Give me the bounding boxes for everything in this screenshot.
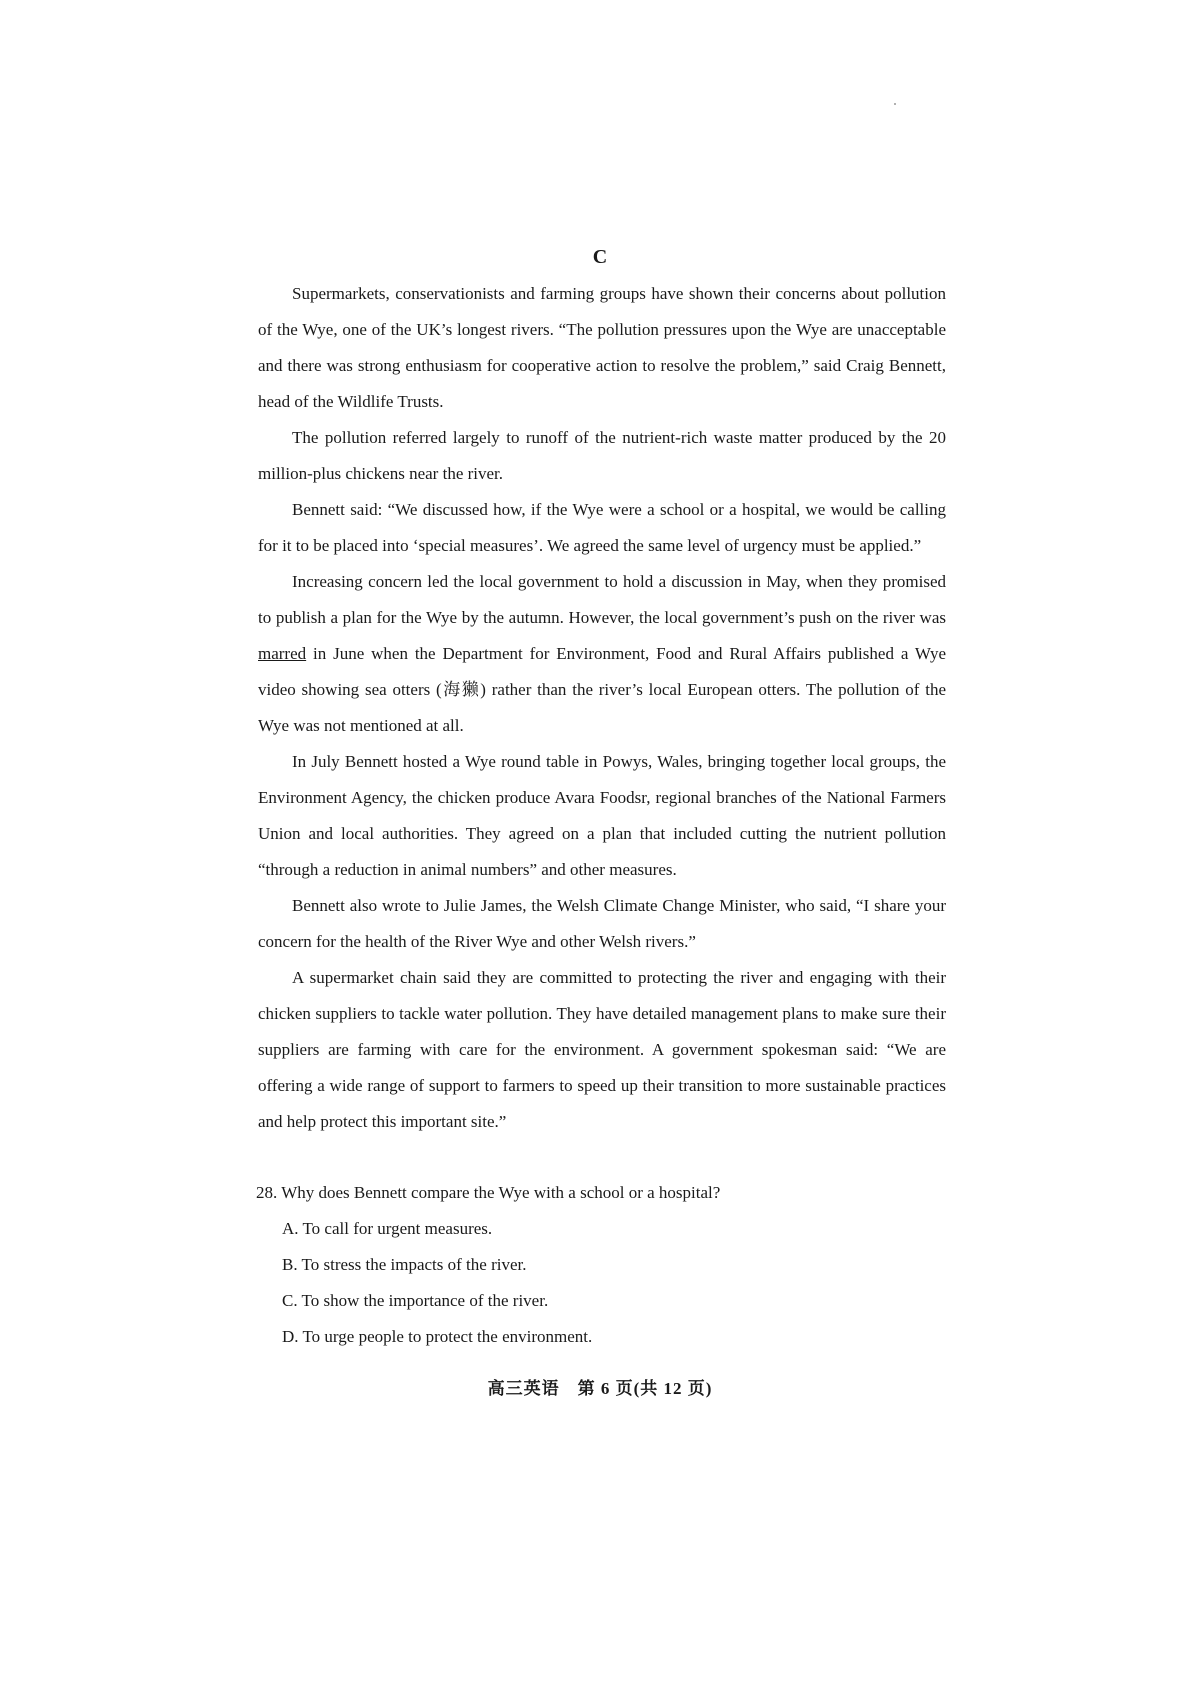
option-b: B. To stress the impacts of the river. [282, 1255, 527, 1274]
scan-speck [894, 103, 896, 105]
paragraph-4-after: in June when the Department for Environment, Food and Rural Affairs published a Wye video showing sea otters (海獭) rather than the river’s local European otters. The pollution of the Wye was not mentioned at all. [258, 644, 946, 735]
option-c: C. To show the importance of the river. [282, 1291, 549, 1310]
paragraph-5: In July Bennett hosted a Wye round table in Powys, Wales, bringing together local groups, the Environment Agency, the chicken produce Avara Foodsr, regional branches of the National Farmers Union and local authorities. They agreed on a plan that included cutting the nutrient pollution “through a reduction in animal numbers” and other measures. [258, 752, 946, 879]
question-28 [256, 1175, 946, 1355]
paragraph-4-before: Increasing concern led the local government to hold a discussion in May, when they promised to publish a plan for the Wye by the autumn. However, the local government’s push on the river was [258, 572, 946, 627]
paragraph-6: Bennett also wrote to Julie James, the Welsh Climate Change Minister, who said, “I share your concern for the health of the River Wye and other Welsh rivers.” [258, 896, 946, 951]
paragraph-1: Supermarkets, conservationists and farming groups have shown their concerns about pollution of the Wye, one of the UK’s longest rivers. “The pollution pressures upon the Wye are unacceptable and there was strong enthusiasm for cooperative action to resolve the problem,” said Craig Bennett, head of the Wildlife Trusts. [258, 284, 946, 411]
option-a: A. To call for urgent measures. [282, 1219, 493, 1238]
paragraph-7: A supermarket chain said they are committed to protecting the river and engaging with their chicken suppliers to tackle water pollution. They have detailed management plans to make sure their suppliers are farming with care for the environment. A government spokesman said: “We are offering a wide range of support to farmers to speed up their transition to more sustainable practices and help protect this important site.” [258, 968, 946, 1131]
page-footer: 高三英语 第 6 页(共 12 页) [487, 1379, 713, 1398]
question-stem: 28. Why does Bennett compare the Wye with a school or a hospital? [256, 1183, 721, 1202]
option-d: D. To urge people to protect the environment. [282, 1327, 593, 1346]
underlined-word: marred [258, 644, 307, 663]
paragraph-4 [258, 564, 946, 744]
paragraph-2: The pollution referred largely to runoff of the nutrient-rich waste matter produced by the 20 million-plus chickens near the river. [258, 428, 946, 483]
reading-passage [258, 276, 946, 1140]
paragraph-3: Bennett said: “We discussed how, if the Wye were a school or a hospital, we would be calling for it to be placed into ‘special measures’. We agreed the same level of urgency must be applied.” [258, 500, 946, 555]
section-heading: C [592, 246, 608, 268]
